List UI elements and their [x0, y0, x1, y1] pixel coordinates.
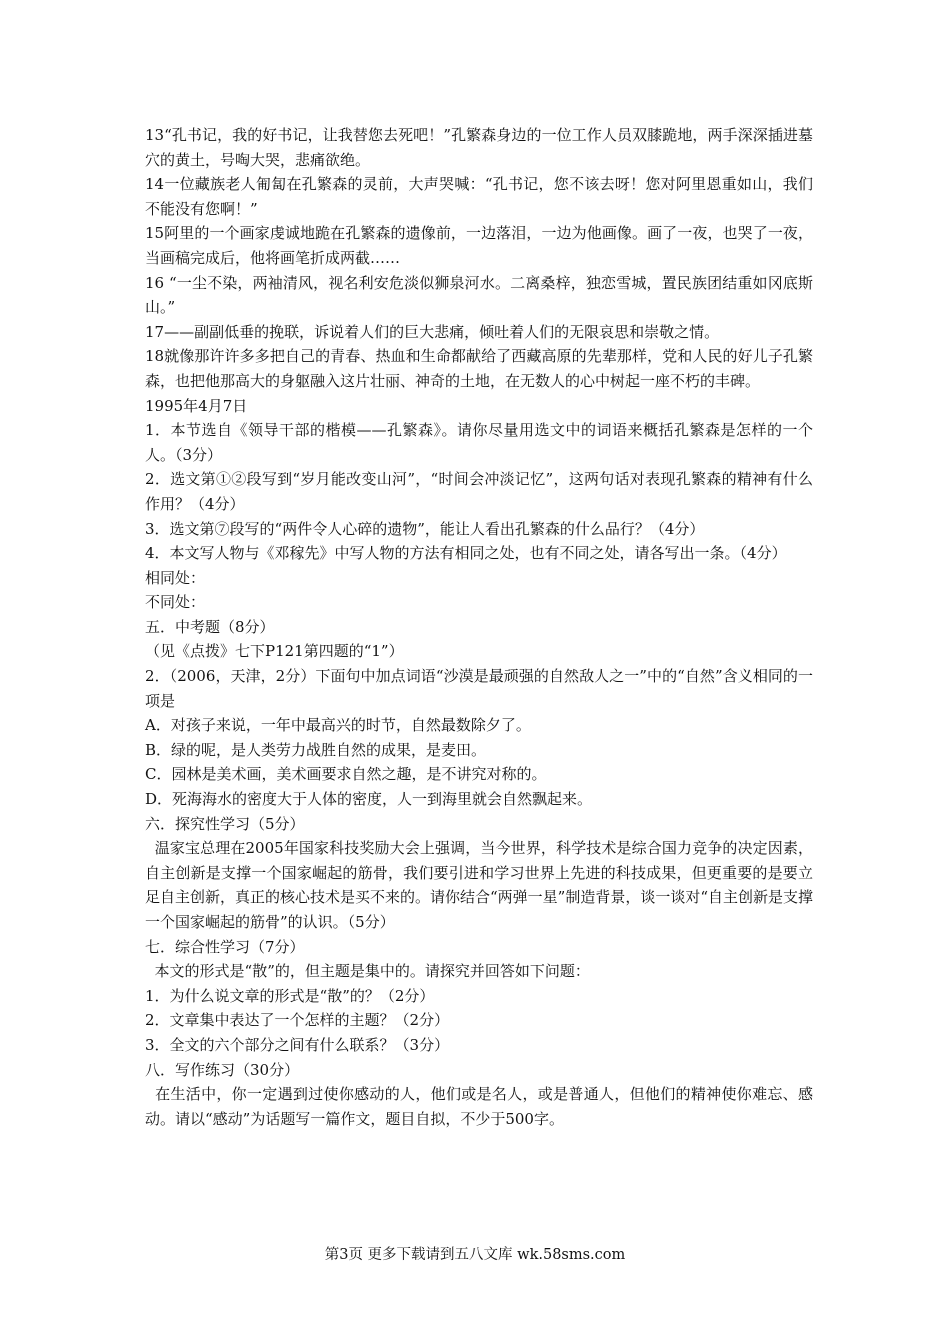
article-date: 1995年4月7日	[145, 396, 248, 415]
paragraph-15: 15阿里的一个画家虔诚地跪在孔繁森的遗像前，一边落泪，一边为他画像。画了一夜，也哭了一夜，当画稿完成后，他将画笔折成两截……	[145, 224, 813, 267]
option-d: D．死海海水的密度大于人体的密度，人一到海里就会自然飘起来。	[145, 790, 593, 809]
paragraph-13: 13“孔书记，我的好书记，让我替您去死吧！”孔繁森身边的一位工作人员双膝跪地，两手深深插进墓穴的黄土，号啕大哭，悲痛欲绝。	[145, 126, 813, 169]
option-a: A．对孩子来说，一年中最高兴的时节，自然最数除夕了。	[145, 716, 531, 735]
paragraph-17: 17——副副低垂的挽联，诉说着人们的巨大悲痛，倾吐着人们的无限哀思和崇敬之情。	[145, 322, 720, 341]
question-1: 1．本节选自《领导干部的楷模——孔繁森》。请你尽量用选文中的词语来概括孔繁森是怎样的一个人。（3分）	[145, 421, 813, 464]
section-5-question-2: 2．（2006，天津，2分）下面句中加点词语“沙漠是最顽强的自然敌人之一”中的“自然”含义相同的一项是	[145, 667, 813, 710]
section-6-prompt: 温家宝总理在2005年国家科技奖励大会上强调，当今世界，科学技术是综合国力竞争的决定因素，自主创新是支撑一个国家崛起的筋骨，我们要引进和学习世界上先进的科技成果，但更重要的是要立足自主创新，真正的核心技术是买不来的。请你结合“两弹一星”制造背景，谈一谈对“自主创新是支撑一个国家崛起的筋骨”的认识。（5分）	[145, 839, 814, 931]
section-7-question-3: 3．全文的六个部分之间有什么联系？（3分）	[145, 1035, 450, 1054]
answer-difference: 不同处：	[145, 593, 206, 612]
document-body	[145, 123, 813, 1131]
section-8-prompt: 在生活中，你一定遇到过使你感动的人，他们或是名人，或是普通人，但他们的精神使你难忘、感动。请以“感动”为话题写一篇作文，题目自拟，不少于500字。	[145, 1085, 813, 1128]
section-8-heading: 八．写作练习（30分）	[145, 1060, 300, 1079]
section-7-question-1: 1．为什么说文章的形式是“散”的？（2分）	[145, 986, 435, 1005]
question-2: 2．选文第①②段写到“岁月能改变山河”，“时间会冲淡记忆”，这两句话对表现孔繁森的精神有什么作用？（4分）	[145, 470, 813, 513]
section-6-heading: 六．探究性学习（5分）	[145, 814, 305, 833]
paragraph-16: 16 “一尘不染，两袖清风，视名利安危淡似狮泉河水。二离桑梓，独恋雪城，置民族团结重如冈底斯山。”	[145, 273, 813, 317]
question-3: 3．选文第⑦段写的“两件令人心碎的遗物”，能让人看出孔繁森的什么品行？（4分）	[145, 519, 705, 538]
option-c: C．园林是美术画，美术画要求自然之趣，是不讲究对称的。	[145, 765, 547, 784]
section-7-question-2: 2．文章集中表达了一个怎样的主题？（2分）	[145, 1011, 450, 1030]
section-5-reference: （见《点拨》七下P121第四题的“1”）	[145, 642, 404, 661]
section-5-heading: 五．中考题（8分）	[145, 617, 275, 636]
option-b: B．绿的呢，是人类劳力战胜自然的成果，是麦田。	[145, 740, 487, 759]
question-4: 4．本文写人物与《邓稼先》中写人物的方法有相同之处，也有不同之处，请各写出一条。（4分）	[145, 544, 787, 563]
page-footer: 第3页 更多下载请到五八文库 wk.58sms.com	[324, 1247, 626, 1263]
paragraph-18: 18就像那许许多多把自己的青春、热血和生命都献给了西藏高原的先辈那样，党和人民的好儿子孔繁森，也把他那高大的身躯融入这片壮丽、神奇的土地，在无数人的心中树起一座不朽的丰碑。	[145, 347, 813, 390]
section-7-heading: 七．综合性学习（7分）	[145, 937, 305, 956]
section-7-intro: 本文的形式是“散”的，但主题是集中的。请探究并回答如下问题：	[145, 962, 590, 981]
answer-similarity: 相同处：	[145, 568, 206, 587]
paragraph-14: 14一位藏族老人匍匐在孔繁森的灵前，大声哭喊：“孔书记，您不该去呀！您对阿里恩重如山，我们不能没有您啊！”	[145, 175, 813, 218]
